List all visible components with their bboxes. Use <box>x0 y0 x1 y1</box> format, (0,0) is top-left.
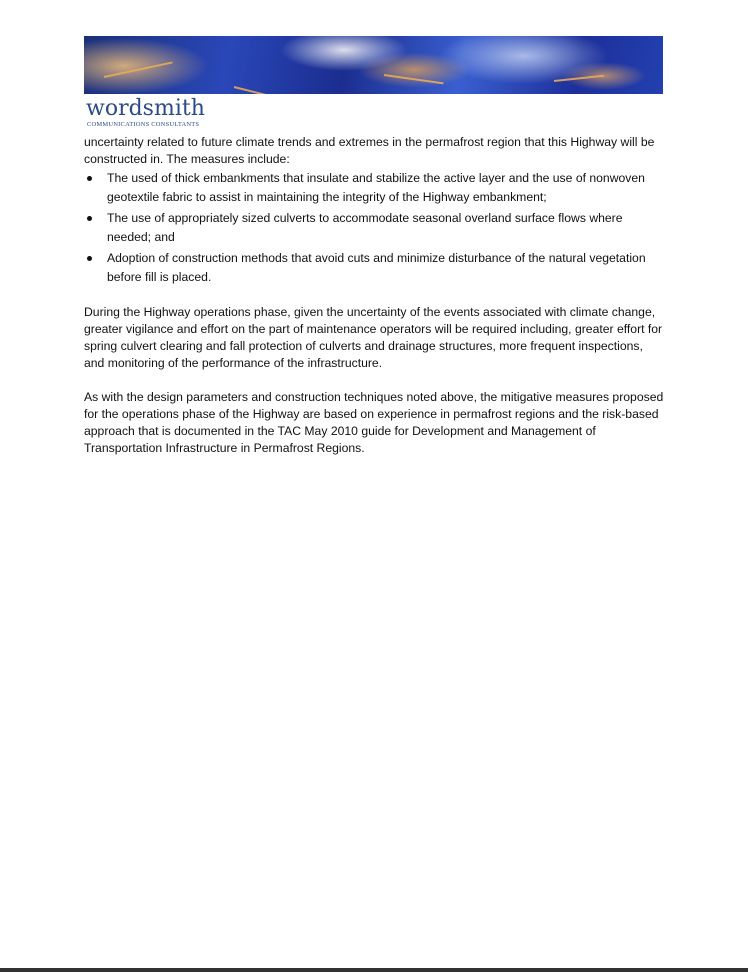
list-item <box>84 209 664 247</box>
document-body <box>84 134 664 457</box>
intro-paragraph: uncertainty related to future climate trends and extremes in the permafrost region that this Highway will be constructed in. The measures include: <box>84 135 655 166</box>
page-bottom-border <box>0 968 748 972</box>
bullet-icon <box>87 256 92 261</box>
list-item-text: The use of appropriately sized culverts to accommodate seasonal overland surface flows where needed; and <box>107 211 623 244</box>
list-item-text: The used of thick embankments that insulate and stabilize the active layer and the use of nonwoven geotextile fabric to assist in maintaining the integrity of the Highway embankment; <box>107 171 645 204</box>
bullet-icon <box>87 176 92 181</box>
logo-tagline: COMMUNICATIONS CONSULTANTS <box>87 121 200 128</box>
operations-paragraph: During the Highway operations phase, given the uncertainty of the events associated with climate change, greater vigilance and effort on the part of maintenance operators will be required including, greater effort for spring culvert clearing and fall protection of culverts and drainage structures, more frequent inspections, and monitoring of the performance of the infrastructure. <box>84 305 663 370</box>
list-item <box>84 249 664 287</box>
header-banner-image <box>84 36 663 94</box>
list-item <box>84 169 664 207</box>
design-paragraph: As with the design parameters and construction techniques noted above, the mitigative measures proposed for the operations phase of the Highway are based on experience in permafrost regions and the risk-based approach that is documented in the TAC May 2010 guide for Development and Management of Transportation Infrastructure in Permafrost Regions. <box>84 390 664 455</box>
list-item-text: Adoption of construction methods that avoid cuts and minimize disturbance of the natural vegetation before fill is placed. <box>107 251 646 284</box>
bullet-icon <box>87 216 92 221</box>
logo-wordmark: wordsmith <box>86 96 205 121</box>
measures-list <box>84 169 664 287</box>
wordsmith-logo <box>86 98 205 128</box>
